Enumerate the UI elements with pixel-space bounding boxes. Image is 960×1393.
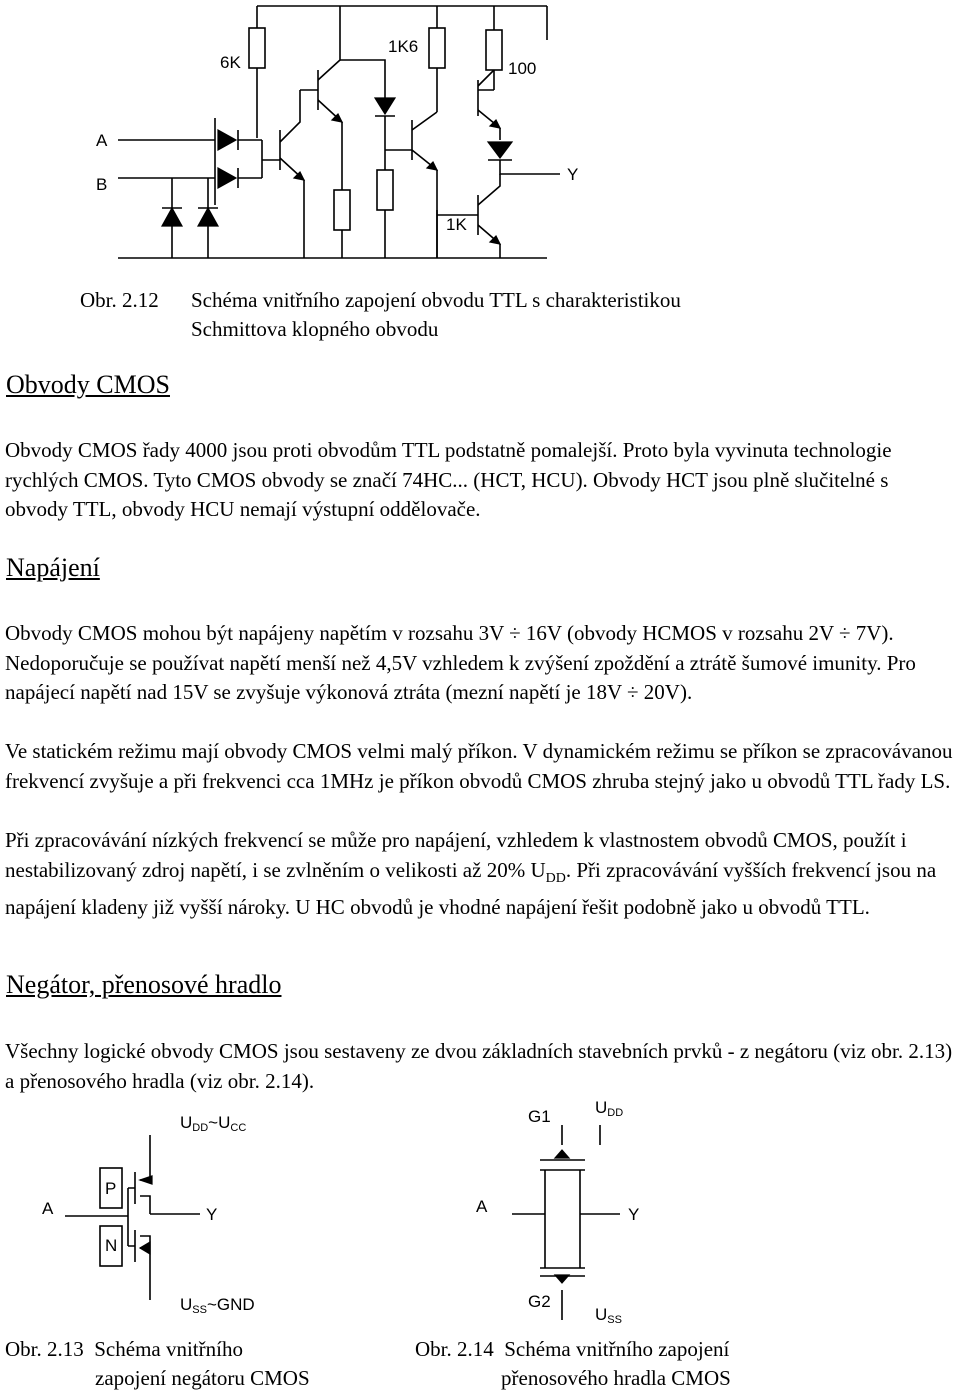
- tgate-uss: USS: [595, 1305, 622, 1326]
- cmos-transmission-gate-schematic: [440, 1100, 700, 1340]
- paragraph-power-range: Obvody CMOS mohou být napájeny napětím v rozsahu 3V ÷ 16V (obvody HCMOS v rozsahu 2V ÷ 7V). Nedoporučuje se používat napětí menší než 4,5V vzhledem k zvýšení zpoždění a ztrátě šumové imunity. Pro napájecí napětí nad 15V se zvyšuje výkonová ztráta (mezní napětí je 18V ÷ 20V).: [5, 621, 916, 704]
- tgate-g1-label: G1: [528, 1107, 551, 1126]
- figure-caption-2-12-text: [191, 286, 681, 344]
- ripple-subscript: DD: [545, 870, 566, 886]
- caption-line: Schmittova klopného obvodu: [191, 317, 439, 341]
- input-a-label: A: [96, 131, 108, 150]
- tgate-input-a: A: [476, 1197, 488, 1216]
- caption-line: [415, 1335, 835, 1364]
- tgate-g2-label: G2: [528, 1292, 551, 1311]
- caption-number: Obr. 2.13: [5, 1337, 84, 1361]
- label-100: 100: [508, 59, 537, 78]
- caption-line: zapojení negátoru CMOS: [95, 1366, 310, 1390]
- inverter-p-label: P: [105, 1179, 117, 1198]
- tgate-udd: UDD: [595, 1098, 624, 1119]
- inverter-top-supply: UDD~UCC: [180, 1113, 247, 1134]
- caption-line: Schéma vnitřního zapojení obvodu TTL s charakteristikou: [191, 288, 681, 312]
- paragraph-cmos-intro: Obvody CMOS řady 4000 jsou proti obvodům TTL podstatně pomalejší. Proto byla vyvinuta technologie rychlých CMOS. Tyto CMOS obvody se značí 74HC... (HCT, HCU). Obvody HCT jsou plně slučitelné s obvody TTL, obvody HCU nemají výstupní oddělovače.: [5, 438, 892, 521]
- label-6k: 6K: [220, 53, 241, 72]
- heading-napajeni: Napájení: [6, 553, 100, 582]
- caption-text: Schéma vnitřního zapojení: [504, 1337, 730, 1361]
- tgate-output-y: Y: [628, 1205, 640, 1224]
- heading-negator: Negátor, přenosové hradlo: [6, 970, 282, 999]
- caption-line: přenosového hradla CMOS: [501, 1366, 731, 1390]
- label-1k: 1K: [446, 215, 467, 234]
- caption-number: Obr. 2.14: [415, 1337, 494, 1361]
- caption-line: [5, 1335, 385, 1364]
- output-y-label: Y: [567, 165, 579, 184]
- inverter-output-y: Y: [206, 1205, 218, 1224]
- caption-number: Obr. 2.12: [80, 288, 159, 312]
- paragraph-power-static: Ve statickém režimu mají obvody CMOS velmi malý příkon. V dynamickém režimu se příkon se zpracovávanou frekvencí zvyšuje a při frekvenci cca 1MHz je příkon obvodů CMOS zhruba stejný jako u obvodů TTL řady LS.: [5, 739, 953, 793]
- paragraph-power-ripple: [5, 826, 955, 923]
- label-1k6: 1K6: [388, 37, 419, 56]
- input-b-label: B: [96, 175, 108, 194]
- figure-caption-2-12: [80, 286, 159, 315]
- ttl-schmitt-schematic: [0, 0, 960, 290]
- ripple-text-b: . Při zpracovávání vyšších frekvencí jsou na napájení kladeny již vyšší nároky. U HC obvodů je vhodné napájení řešit podobně jako u obvodů TTL.: [5, 857, 937, 920]
- heading-obvody-cmos: Obvody CMOS: [6, 370, 170, 399]
- ripple-text-a: Při zpracovávání nízkých frekvencí se může pro napájení, vzhledem k vlastnostem obvodů CMOS, použít i nestabilizovaný zdroj napětí, i se zvlněním o velikosti až 20% U: [5, 828, 907, 882]
- cmos-inverter-schematic: [0, 1100, 420, 1340]
- figure-caption-2-14: [415, 1335, 835, 1393]
- paragraph-gate-intro: Všechny logické obvody CMOS jsou sestaveny ze dvou základních stavebních prvků - z negátoru (viz obr. 2.13) a přenosového hradla (viz obr. 2.14).: [5, 1039, 953, 1093]
- caption-text: Schéma vnitřního: [94, 1337, 243, 1361]
- inverter-n-label: N: [105, 1236, 118, 1255]
- inverter-bottom-supply: USS~GND: [180, 1295, 255, 1316]
- figure-caption-2-13: [5, 1335, 385, 1393]
- inverter-input-a: A: [42, 1199, 54, 1218]
